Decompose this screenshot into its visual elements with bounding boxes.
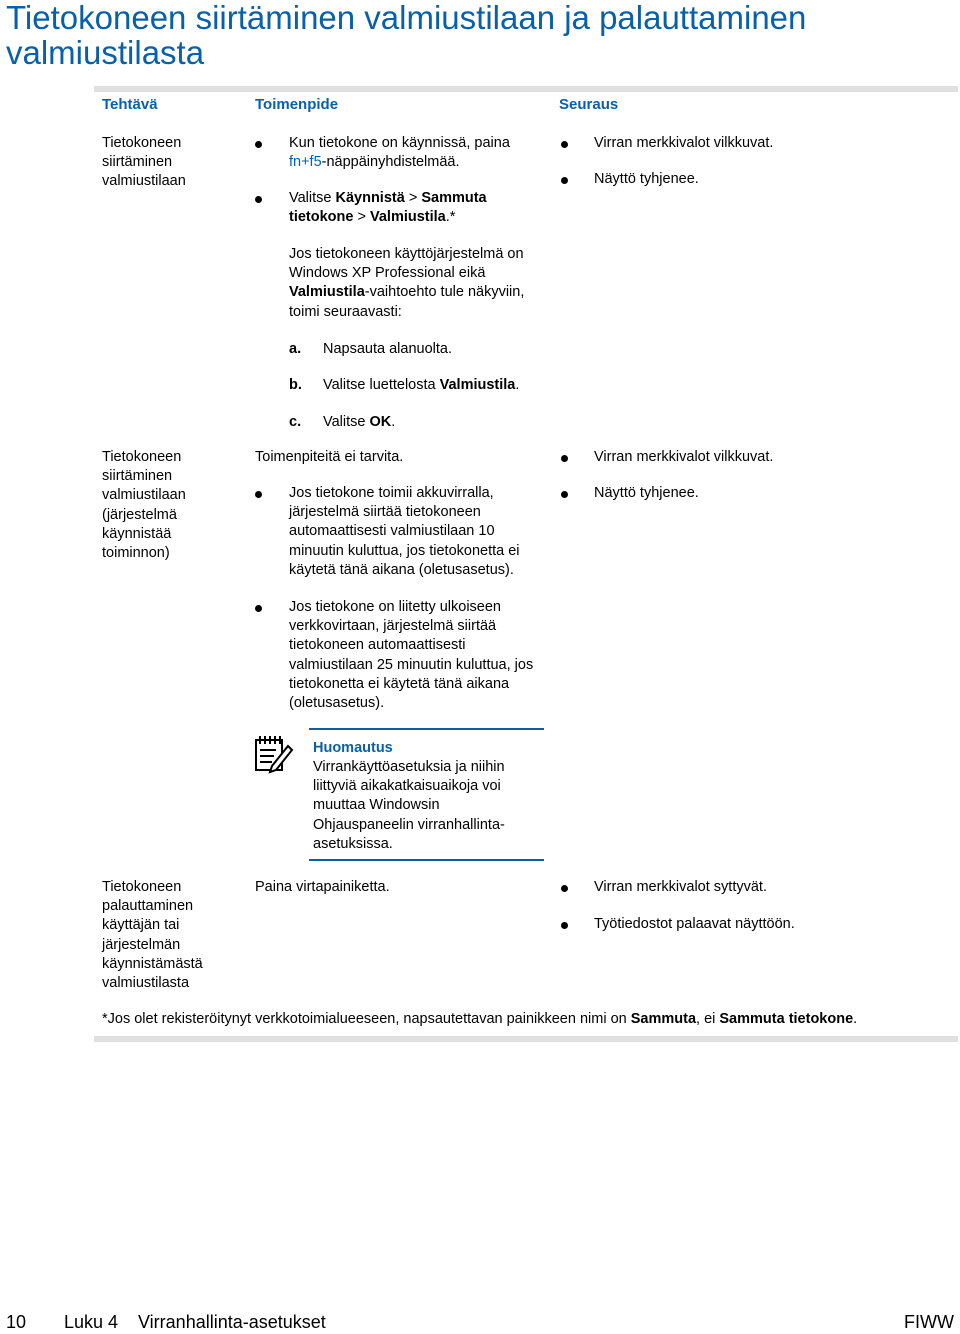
row2-result1: Virran merkkivalot vilkkuvat. — [594, 449, 774, 465]
row1-step2: Valitse Käynnistä > Sammuta tietokone > Valmiustila.* — [289, 190, 487, 226]
step-c-text: Valitse OK. — [323, 414, 396, 430]
row1-task: Tietokoneen siirtäminen valmiustilaan — [102, 135, 186, 190]
keyboard-shortcut: fn+f5 — [289, 154, 322, 171]
step-b-text: Valitse luettelosta Valmiustila. — [323, 377, 520, 393]
row2-battery-text: Jos tietokone toimii akkuvirralla, järjestelmä siirtää tietokoneen automaattisesti valmiustilaan 10 minuutin kuluttua, jos tietokonetta ei käytetä tänä aikana (oletusasetus). — [289, 485, 520, 578]
header-result: Seuraus — [559, 96, 619, 113]
step-a-text: Napsauta alanuolta. — [323, 341, 452, 357]
chapter-label: Luku 4 — [64, 1312, 119, 1332]
row1-result1: Virran merkkivalot vilkkuvat. — [594, 135, 774, 151]
bullet-icon — [255, 196, 262, 203]
row2-task: Tietokoneen siirtäminen valmiustilaan (järjestelmä käynnistää toiminnon) — [102, 449, 186, 562]
row2-intro: Toimenpiteitä ei tarvita. — [255, 449, 404, 465]
note-top-rule — [309, 728, 544, 730]
chapter-title: Virranhallinta-asetukset — [138, 1312, 326, 1332]
row3-result2: Työtiedostot palaavat näyttöön. — [594, 916, 795, 932]
row3-task: Tietokoneen palauttaminen käyttäjän tai järjestelmän käynnistämästä valmiustilasta — [102, 879, 203, 992]
row3-result1: Virran merkkivalot syttyvät. — [594, 879, 767, 895]
step-c-label: c. — [289, 414, 302, 430]
step-b-label: b. — [289, 377, 302, 393]
row1-result2: Näyttö tyhjenee. — [594, 171, 699, 187]
header-task: Tehtävä — [102, 96, 158, 113]
table-bottom-rule — [94, 1036, 958, 1042]
bullet-icon — [561, 177, 568, 184]
note-pad-icon — [252, 732, 294, 774]
table-top-rule — [94, 86, 958, 92]
row3-action: Paina virtapainiketta. — [255, 879, 390, 895]
note-body: Virrankäyttöasetuksia ja niihin liittyviä aikakatkaisuaikoja voi muuttaa Windowsin Ohjauspaneelin virranhallinta- asetuksissa. — [313, 759, 505, 852]
bullet-icon — [561, 885, 568, 892]
bullet-icon — [561, 491, 568, 498]
page-title: Tietokoneen siirtäminen valmiustilaan ja palauttaminen valmiustilasta — [6, 0, 807, 71]
row1-xp-paragraph: Jos tietokoneen käyttöjärjestelmä on Windows XP Professional eikä Valmiustila-vaihtoehto tule näkyviin, toimi seuraavasti: — [289, 246, 525, 320]
step-a-label: a. — [289, 341, 302, 357]
note-bottom-rule — [309, 859, 544, 861]
bullet-icon — [561, 141, 568, 148]
row2-ac-text: Jos tietokone on liitetty ulkoiseen verkkovirtaan, järjestelmä siirtää tietokoneen automaattisesti valmiustilaan 25 minuutin kuluttua, jos tietokonetta ei käytetä tänä aikana (oletusasetus). — [289, 599, 534, 712]
bullet-icon — [561, 455, 568, 462]
document-code: FIWW — [904, 1312, 954, 1332]
row1-step1: Kun tietokone on käynnissä, paina fn+f5-näppäinyhdistelmää. — [289, 135, 510, 171]
bullet-icon — [255, 491, 262, 498]
bullet-icon — [255, 605, 262, 612]
bullet-icon — [561, 922, 568, 929]
note-title: Huomautus — [313, 740, 393, 756]
bullet-icon — [255, 141, 262, 148]
header-action: Toimenpide — [255, 96, 339, 113]
table-footnote: *Jos olet rekisteröitynyt verkkotoimialueeseen, napsautettavan painikkeen nimi on Sammuta, ei Sammuta tietokone. — [102, 1011, 858, 1027]
page-number: 10 — [6, 1312, 27, 1332]
row2-result2: Näyttö tyhjenee. — [594, 485, 699, 501]
